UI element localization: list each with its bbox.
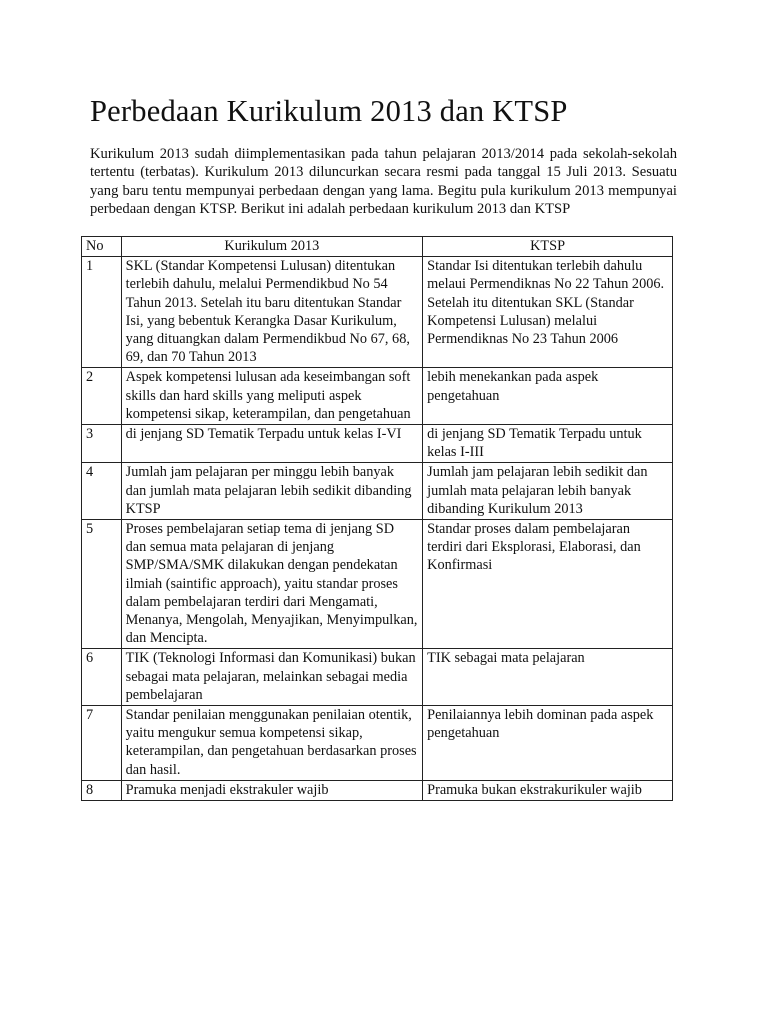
ktsp-cell: lebih menekankan pada aspek pengetahuan bbox=[423, 368, 673, 425]
header-kurikulum-2013: Kurikulum 2013 bbox=[121, 237, 423, 257]
row-number: 4 bbox=[82, 463, 122, 520]
table-row bbox=[82, 649, 673, 706]
table-row bbox=[82, 780, 673, 800]
header-no: No bbox=[82, 237, 122, 257]
ktsp-cell: Standar proses dalam pembelajaran terdiri dari Eksplorasi, Elaborasi, dan Konfirmasi bbox=[423, 520, 673, 649]
row-number: 3 bbox=[82, 425, 122, 463]
row-number: 2 bbox=[82, 368, 122, 425]
row-number: 6 bbox=[82, 649, 122, 706]
table-row bbox=[82, 368, 673, 425]
comparison-table bbox=[81, 236, 673, 801]
kurikulum-2013-cell: di jenjang SD Tematik Terpadu untuk kelas I-VI bbox=[121, 425, 423, 463]
row-number: 5 bbox=[82, 520, 122, 649]
kurikulum-2013-cell: Standar penilaian menggunakan penilaian otentik, yaitu mengukur semua kompetensi sikap, keterampilan, dan pengetahuan berdasarkan proses dan hasil. bbox=[121, 706, 423, 781]
kurikulum-2013-cell: Pramuka menjadi ekstrakuler wajib bbox=[121, 780, 423, 800]
kurikulum-2013-cell: Aspek kompetensi lulusan ada keseimbangan soft skills dan hard skills yang meliputi aspek kompetensi sikap, keterampilan, dan pengetahuan bbox=[121, 368, 423, 425]
table-header-row bbox=[82, 237, 673, 257]
table-row bbox=[82, 463, 673, 520]
intro-paragraph: Kurikulum 2013 sudah diimplementasikan pada tahun pelajaran 2013/2014 pada sekolah-sekolah tertentu (terbatas). Kurikulum 2013 diluncurkan secara resmi pada tanggal 15 Juli 2013. Sesuatu yang baru tentu mempunyai perbedaan dengan yang lama. Begitu pula kurikulum 2013 mempunyai perbedaan dengan KTSP. Berikut ini adalah perbedaan kurikulum 2013 dan KTSP bbox=[90, 146, 677, 217]
kurikulum-2013-cell: SKL (Standar Kompetensi Lulusan) ditentukan terlebih dahulu, melalui Permendikbud No 54 Tahun 2013. Setelah itu baru ditentukan Standar Isi, yang bebentuk Kerangka Dasar Kurikulum, yang dituangkan dalam Permendikbud No 67, 68, 69, dan 70 Tahun 2013 bbox=[121, 257, 423, 368]
ktsp-cell: Pramuka bukan ekstrakurikuler wajib bbox=[423, 780, 673, 800]
ktsp-cell: Penilaiannya lebih dominan pada aspek pengetahuan bbox=[423, 706, 673, 781]
ktsp-cell: di jenjang SD Tematik Terpadu untuk kelas I-III bbox=[423, 425, 673, 463]
kurikulum-2013-cell: Jumlah jam pelajaran per minggu lebih banyak dan jumlah mata pelajaran lebih sedikit dibanding KTSP bbox=[121, 463, 423, 520]
kurikulum-2013-cell: TIK (Teknologi Informasi dan Komunikasi) bukan sebagai mata pelajaran, melainkan sebagai media pembelajaran bbox=[121, 649, 423, 706]
row-number: 1 bbox=[82, 257, 122, 368]
ktsp-cell: Standar Isi ditentukan terlebih dahulu melaui Permendiknas No 22 Tahun 2006. Setelah itu ditentukan SKL (Standar Kompetensi Lulusan) melalui Permendiknas No 23 Tahun 2006 bbox=[423, 257, 673, 368]
page-title: Perbedaan Kurikulum 2013 dan KTSP bbox=[90, 94, 568, 128]
table-row bbox=[82, 257, 673, 368]
ktsp-cell: TIK sebagai mata pelajaran bbox=[423, 649, 673, 706]
kurikulum-2013-cell: Proses pembelajaran setiap tema di jenjang SD dan semua mata pelajaran di jenjang SMP/SMA/SMK dilakukan dengan pendekatan ilmiah (saintific approach), yaitu standar proses dalam pembelajaran terdiri dari Mengamati, Menanya, Mengolah, Menyajikan, Menyimpulkan, dan Mencipta. bbox=[121, 520, 423, 649]
table-row bbox=[82, 520, 673, 649]
table-row bbox=[82, 706, 673, 781]
row-number: 7 bbox=[82, 706, 122, 781]
row-number: 8 bbox=[82, 780, 122, 800]
ktsp-cell: Jumlah jam pelajaran lebih sedikit dan jumlah mata pelajaran lebih banyak dibanding Kurikulum 2013 bbox=[423, 463, 673, 520]
header-ktsp: KTSP bbox=[423, 237, 673, 257]
table-row bbox=[82, 425, 673, 463]
